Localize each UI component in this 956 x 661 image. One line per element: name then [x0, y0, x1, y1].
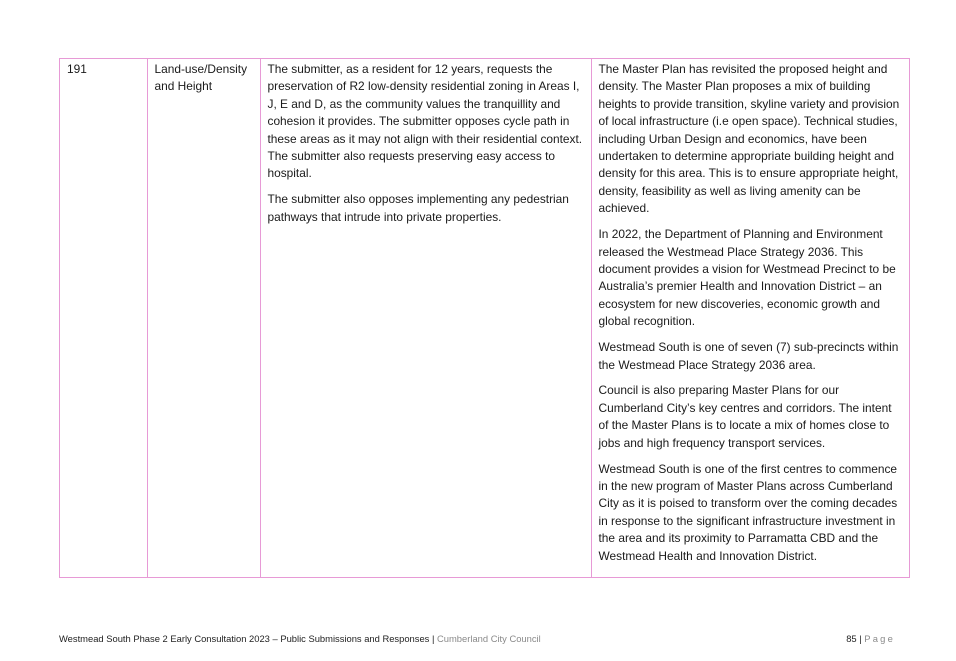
table-row: [60, 59, 911, 577]
page-footer: [59, 632, 895, 646]
submission-id-cell: [60, 59, 147, 577]
page-separator: |: [859, 633, 862, 644]
submission-paragraph: The submitter, as a resident for 12 years, requests the preservation of R2 low-density residential zoning in Areas I, J, E and D, as the community values the tranquillity and cohesion it provides. The submitter opposes cycle path in these areas as it may not align with their residential context. The submitter also requests preserving easy access to hospital.: [267, 62, 583, 181]
submission-id: 191: [67, 62, 87, 76]
response-paragraph: Council is also preparing Master Plans for our Cumberland City’s key centres and corridors. The intent of the Master Plans is to locate a mix of homes close to jobs and high frequency transport services.: [598, 383, 892, 450]
footer-separator: |: [431, 633, 435, 644]
response-paragraph: Westmead South is one of seven (7) sub-precincts within the Westmead Place Strategy 2036 area.: [598, 340, 899, 372]
response-paragraph: Westmead South is one of the first centres to commence in the new program of Master Plans across Cumberland City as it is poised to transform over the coming decades in response to the significant infrastructure investment in the area and its proximity to Parramatta CBD and the Westmead Health and Innovation District.: [598, 461, 898, 563]
footer-document-title: Westmead South Phase 2 Early Consultation 2023 – Public Submissions and Responses: [59, 633, 430, 644]
response-cell: [591, 59, 911, 577]
page-number: 85: [846, 633, 857, 644]
submission-category: Land-use/Density and Height: [154, 62, 248, 94]
footer-page-block: [846, 632, 895, 646]
response-paragraph: The Master Plan has revisited the proposed height and density. The Master Plan proposes a mix of building heights to provide transition, skyline variety and provision of local infrastructure (i.e open space). Technical studies, including Urban Design and economics, have been undertaken to determine appropriate building height and density for this area. This is to ensure appropriate height, density, feasibility as well as living amenity can be achieved.: [598, 62, 900, 216]
footer-organisation: Cumberland City Council: [437, 633, 541, 644]
submission-cell: [260, 59, 591, 577]
response-paragraph: In 2022, the Department of Planning and Environment released the Westmead Place Strategy 2036. This document provides a vision for Westmead Precinct to be Australia’s premier Health and Innovation District – an ecosystem for new discoveries, economic growth and global recognition.: [598, 227, 896, 329]
footer-title-block: [59, 632, 541, 646]
submissions-table-grid: [60, 59, 911, 577]
page-word: Page: [864, 633, 895, 644]
category-cell: [147, 59, 260, 577]
submission-paragraph: The submitter also opposes implementing any pedestrian pathways that intrude into private properties.: [267, 192, 569, 224]
submissions-table: [59, 58, 910, 578]
